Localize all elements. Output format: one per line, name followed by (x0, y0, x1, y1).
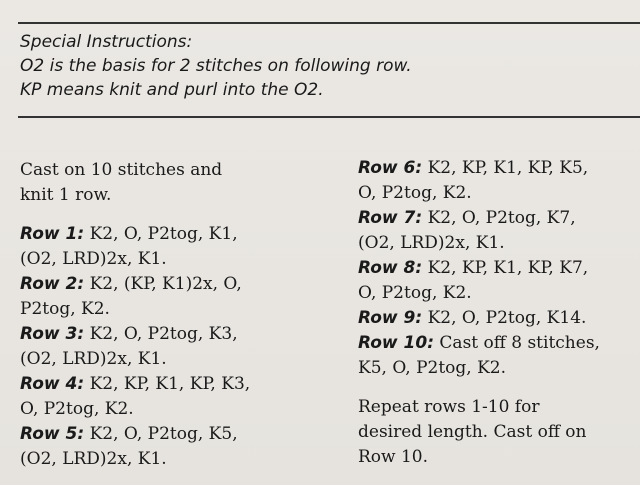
cast-on-instruction (20, 158, 350, 208)
left-column (20, 158, 350, 472)
row-text: (O2, LRD)2x, K1. (20, 249, 167, 269)
repeat-instruction (358, 395, 640, 470)
row-7-instruction (358, 206, 640, 256)
row-4-instruction (20, 372, 350, 422)
special-instructions (20, 30, 630, 102)
row-text: O, P2tog, K2. (20, 399, 134, 419)
repeat-line: Row 10. (358, 447, 429, 467)
row-text: K2, KP, K1, KP, K5, (427, 158, 589, 178)
cast-on-line: Cast on 10 stitches and (20, 160, 223, 180)
row-label: Row 5: (20, 424, 85, 444)
row-5-instruction (20, 422, 350, 472)
cast-on-line: knit 1 row. (20, 185, 112, 205)
row-label: Row 9: (358, 308, 423, 328)
row-6-instruction (358, 156, 640, 206)
row-text: K2, O, P2tog, K7, (427, 208, 576, 228)
special-instructions-line: KP means knit and purl into the O2. (20, 80, 324, 100)
row-label: Row 6: (358, 158, 423, 178)
repeat-line: Repeat rows 1-10 for (358, 397, 540, 417)
row-text: P2tog, K2. (20, 299, 110, 319)
special-instructions-line: O2 is the basis for 2 stitches on following row. (20, 56, 412, 76)
row-text: K2, KP, K1, KP, K7, (427, 258, 589, 278)
special-instructions-title: Special Instructions: (20, 32, 193, 52)
row-label: Row 10: (358, 333, 435, 353)
row-text: Cast off 8 stitches, (439, 333, 600, 353)
row-text: (O2, LRD)2x, K1. (20, 349, 167, 369)
bottom-rule (18, 116, 640, 118)
row-8-instruction (358, 256, 640, 306)
repeat-line: desired length. Cast off on (358, 422, 587, 442)
top-rule (18, 22, 640, 24)
right-column (358, 156, 640, 470)
row-text: K2, O, P2tog, K5, (89, 424, 238, 444)
row-label: Row 2: (20, 274, 85, 294)
row-text: (O2, LRD)2x, K1. (20, 449, 167, 469)
row-label: Row 8: (358, 258, 423, 278)
row-2-instruction (20, 272, 350, 322)
row-text: O, P2tog, K2. (358, 283, 472, 303)
row-text: K2, (KP, K1)2x, O, (89, 274, 242, 294)
row-9-instruction (358, 306, 640, 331)
row-text: K2, O, P2tog, K3, (89, 324, 238, 344)
row-label: Row 4: (20, 374, 85, 394)
row-3-instruction (20, 322, 350, 372)
row-text: (O2, LRD)2x, K1. (358, 233, 505, 253)
row-10-instruction (358, 331, 640, 381)
row-text: K5, O, P2tog, K2. (358, 358, 507, 378)
row-label: Row 7: (358, 208, 423, 228)
row-text: O, P2tog, K2. (358, 183, 472, 203)
row-1-instruction (20, 222, 350, 272)
row-label: Row 3: (20, 324, 85, 344)
row-text: K2, KP, K1, KP, K3, (89, 374, 251, 394)
row-label: Row 1: (20, 224, 85, 244)
row-text: K2, O, P2tog, K1, (89, 224, 238, 244)
row-text: K2, O, P2tog, K14. (427, 308, 587, 328)
